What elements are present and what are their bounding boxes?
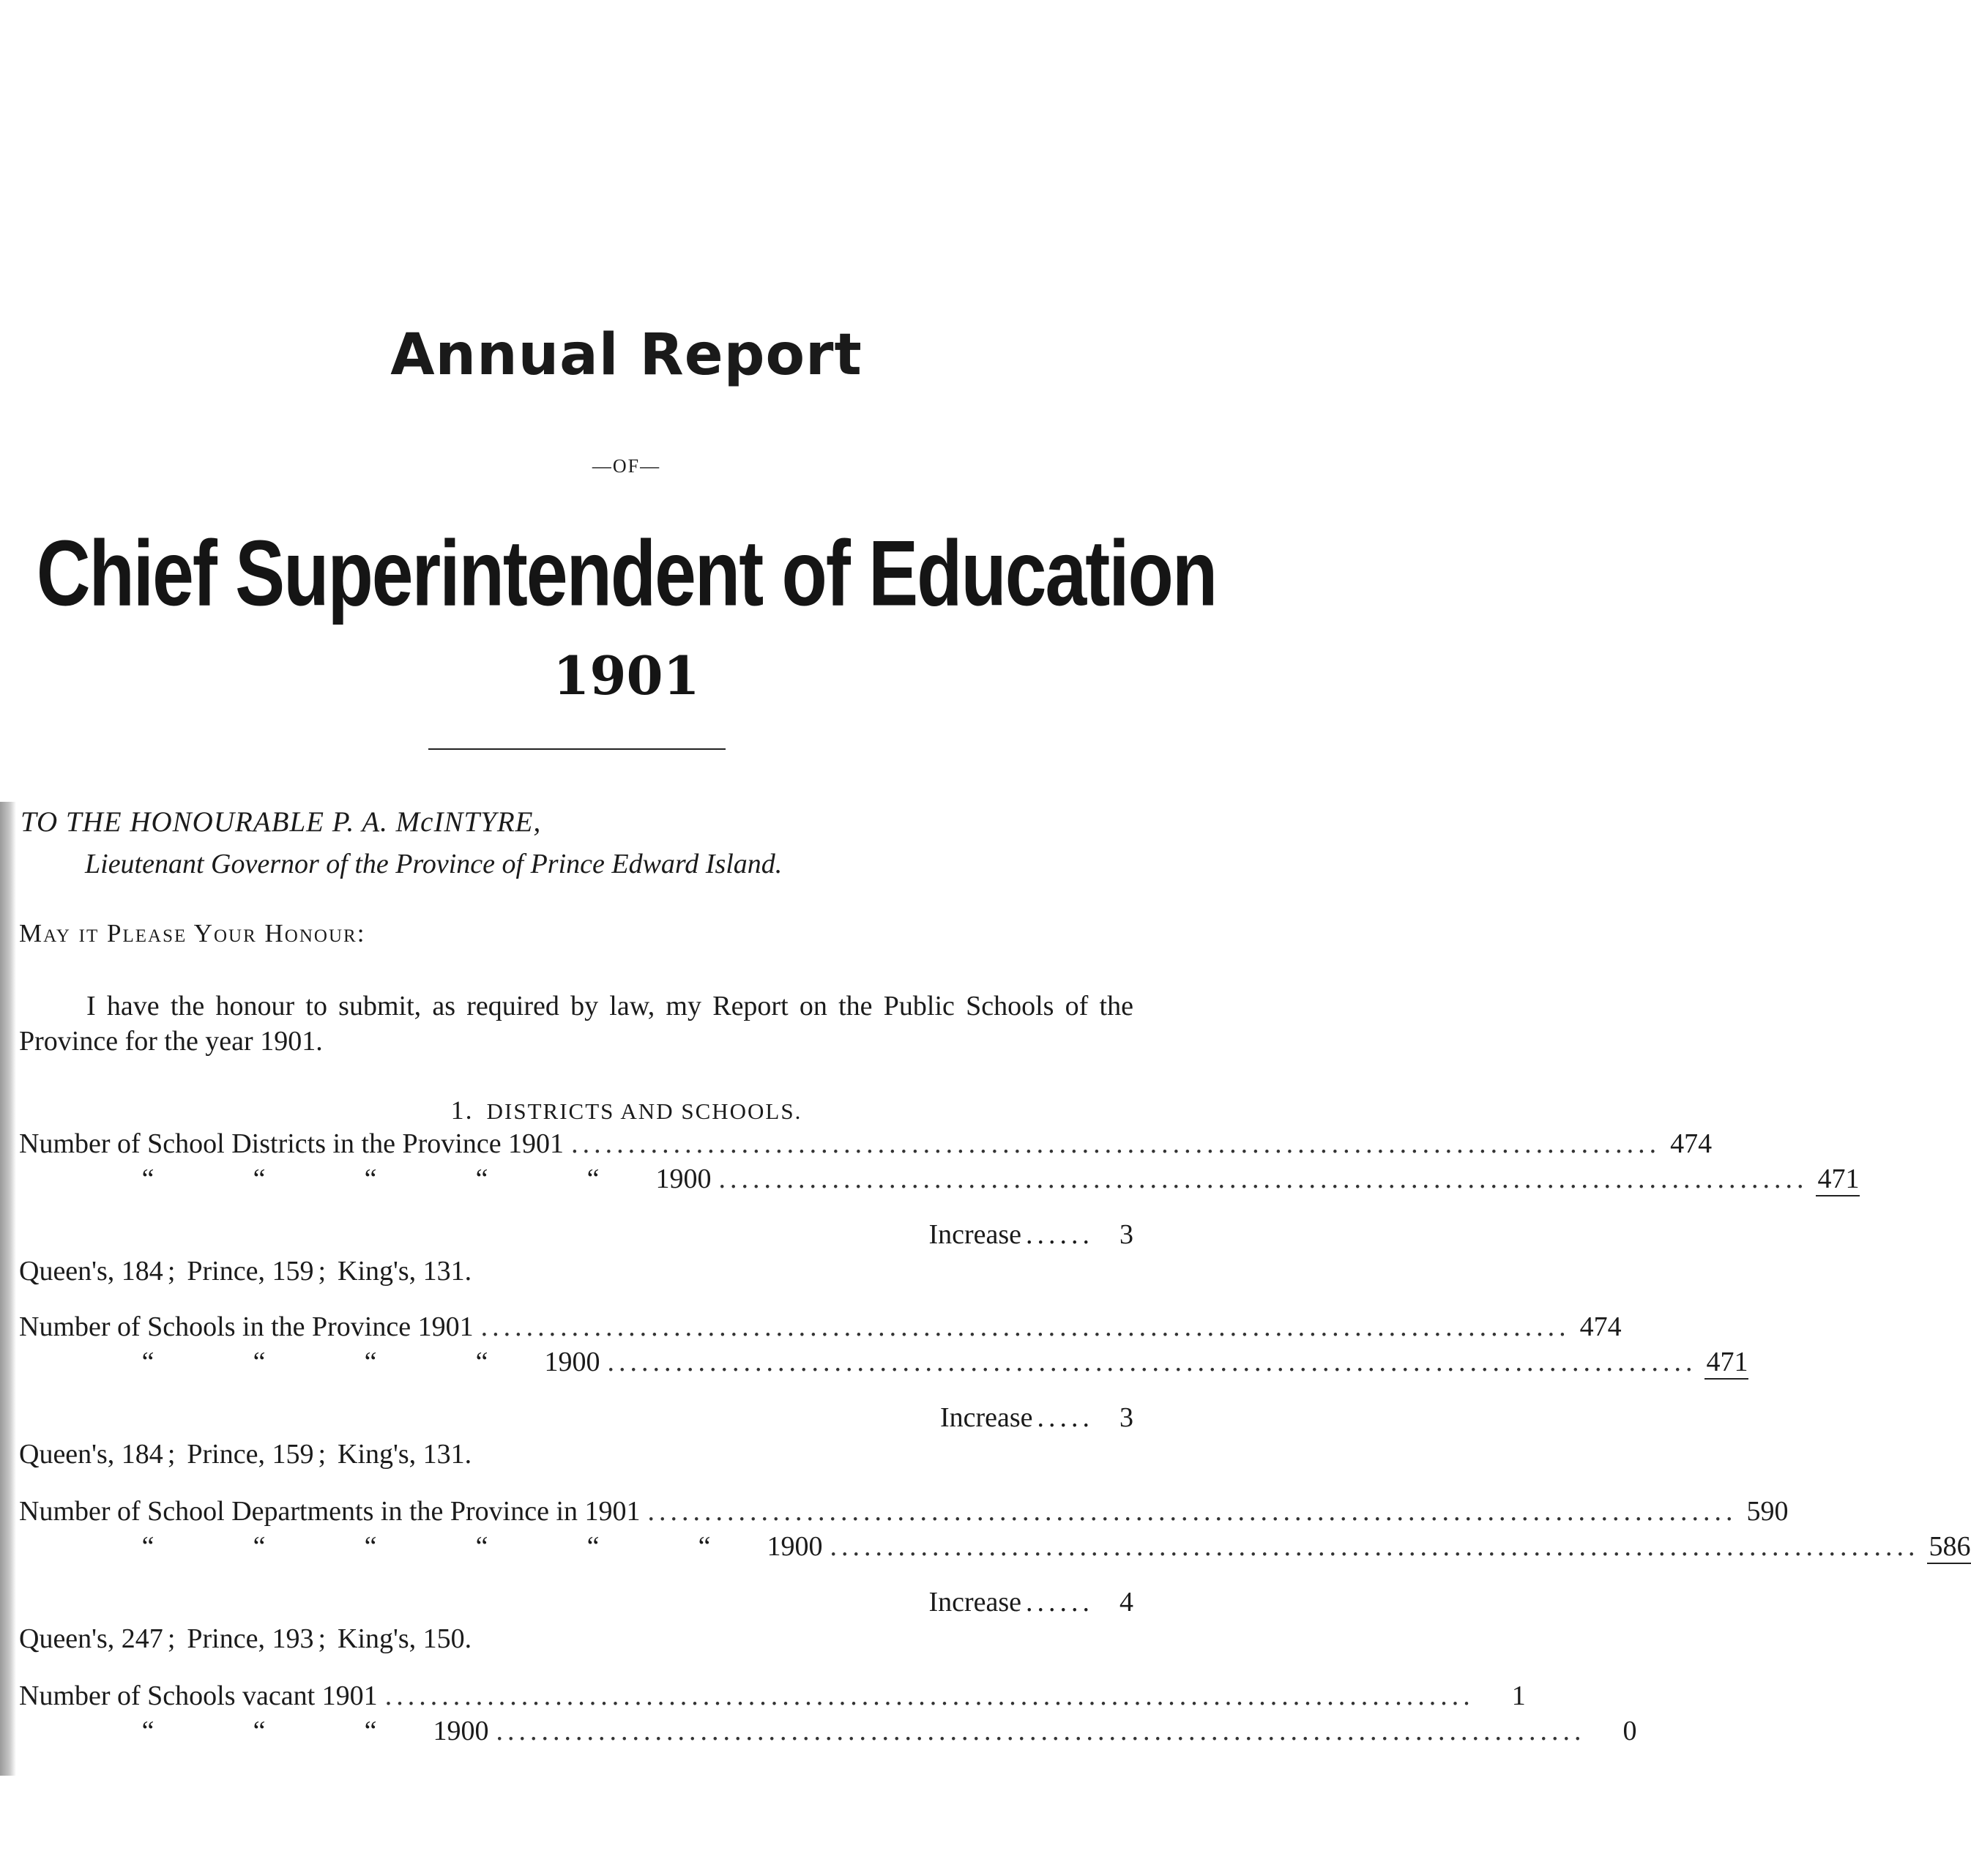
table-row [19,1128,1713,1163]
row-label: 1900 [544,1347,600,1377]
ditto-mark: “ [364,1531,377,1562]
county-breakdown: Queen's, 184 ; Prince, 159 ; King's, 131. [19,1256,472,1287]
county-prince: Prince, 159 [187,1439,314,1470]
table-row [19,1715,1637,1750]
ditto-mark: “ [141,1347,154,1377]
ditto-mark: “ [586,1164,600,1194]
section-heading [0,1095,1253,1125]
intro-paragraph: I have the honour to submit, as required by law, my Report on the Public Schools of the Province for the year 1901. [19,991,1133,1057]
table-row [19,1680,1526,1715]
salutation: May it Please Your Honour: [19,919,366,948]
county-queens: Queen's, 247 [19,1623,163,1654]
ditto-mark: “ [586,1531,600,1562]
dot-leader: ................................................................................................ [480,1311,1571,1342]
table-row [19,1346,1748,1381]
dot-leader: ................................................................................................ [647,1496,1737,1527]
report-subtitle: Chief Superintendent of Education [36,521,1217,625]
row-label: 1900 [767,1531,823,1562]
table-row [19,1163,1860,1198]
county-breakdown: Queen's, 184 ; Prince, 159 ; King's, 131. [19,1439,472,1470]
county-kings: King's, 131. [338,1256,472,1287]
county-queens: Queen's, 184 [19,1256,163,1287]
table-row [19,1530,1971,1566]
address-recipient: TO THE HONOURABLE P. A. McINTYRE, [21,806,542,838]
increase-row [940,1402,1133,1437]
row-value: 474 [1579,1311,1622,1342]
dot-leader: ................................................................................................ [718,1164,1808,1194]
increase-label: Increase [928,1219,1021,1250]
row-value: 0 [1622,1716,1637,1746]
row-label: 1900 [433,1716,489,1746]
of-separator: —OF— [592,455,661,477]
dot-leader: ................................................................................................ [830,1531,1920,1562]
increase-row [928,1586,1133,1621]
row-label: Number of Schools in the Province 1901 [19,1311,474,1342]
increase-value: 3 [1119,1402,1133,1433]
ditto-mark: “ [253,1164,266,1194]
ditto-mark: “ [141,1716,154,1746]
report-year: 1901 [553,644,700,707]
row-label: Number of School Districts in the Province 1901 [19,1128,565,1159]
section-title: DISTRICTS AND SCHOOLS. [486,1098,802,1124]
row-value: 471 [1704,1346,1748,1380]
increase-value: 3 [1119,1219,1133,1250]
county-kings: King's, 150. [338,1623,472,1654]
section-number: 1. [450,1095,474,1125]
ditto-mark: “ [475,1347,488,1377]
county-kings: King's, 131. [338,1439,472,1470]
ditto-group [19,1715,489,1747]
ditto-mark: “ [141,1531,154,1562]
dot-leader: ................................................................................................ [607,1347,1697,1377]
row-value: 1 [1511,1680,1526,1711]
increase-row [928,1218,1133,1254]
row-value: 586 [1927,1530,1971,1564]
ditto-mark: “ [253,1716,266,1746]
increase-label: Increase [928,1587,1021,1618]
row-value: 471 [1816,1163,1860,1196]
dot-leader: ...... [1026,1587,1094,1618]
ditto-mark: “ [253,1531,266,1562]
dot-leader: ..... [1037,1402,1094,1433]
title-rule [428,748,726,750]
row-value: 590 [1746,1496,1789,1527]
dot-leader: ................................................................................................ [571,1128,1661,1159]
ditto-mark: “ [475,1164,488,1194]
page-binding-shadow [0,802,16,1776]
ditto-mark: “ [364,1164,377,1194]
report-title: Annual Report [390,322,862,388]
increase-value: 4 [1119,1587,1133,1618]
county-prince: Prince, 159 [187,1256,314,1287]
county-breakdown: Queen's, 247 ; Prince, 193 ; King's, 150. [19,1623,472,1654]
ditto-mark: “ [364,1716,377,1746]
ditto-mark: “ [141,1164,154,1194]
ditto-mark: “ [364,1347,377,1377]
row-label: Number of School Departments in the Province in 1901 [19,1496,641,1527]
dot-leader: ...... [1026,1219,1094,1250]
dot-leader: ................................................................................................ [384,1680,1475,1711]
ditto-mark: “ [698,1531,711,1562]
ditto-group [19,1346,600,1378]
dot-leader: ................................................................................................ [496,1716,1586,1746]
table-row [19,1311,1622,1346]
ditto-mark: “ [253,1347,266,1377]
address-office: Lieutenant Governor of the Province of Prince Edward Island. [85,849,783,879]
county-queens: Queen's, 184 [19,1439,163,1470]
ditto-group [19,1530,823,1563]
row-label: Number of Schools vacant 1901 [19,1680,378,1711]
table-row [19,1495,1789,1530]
increase-label: Increase [939,1402,1033,1433]
county-prince: Prince, 193 [187,1623,314,1654]
ditto-mark: “ [475,1531,488,1562]
ditto-group [19,1163,712,1195]
row-label: 1900 [655,1164,712,1194]
row-value: 474 [1670,1128,1713,1159]
